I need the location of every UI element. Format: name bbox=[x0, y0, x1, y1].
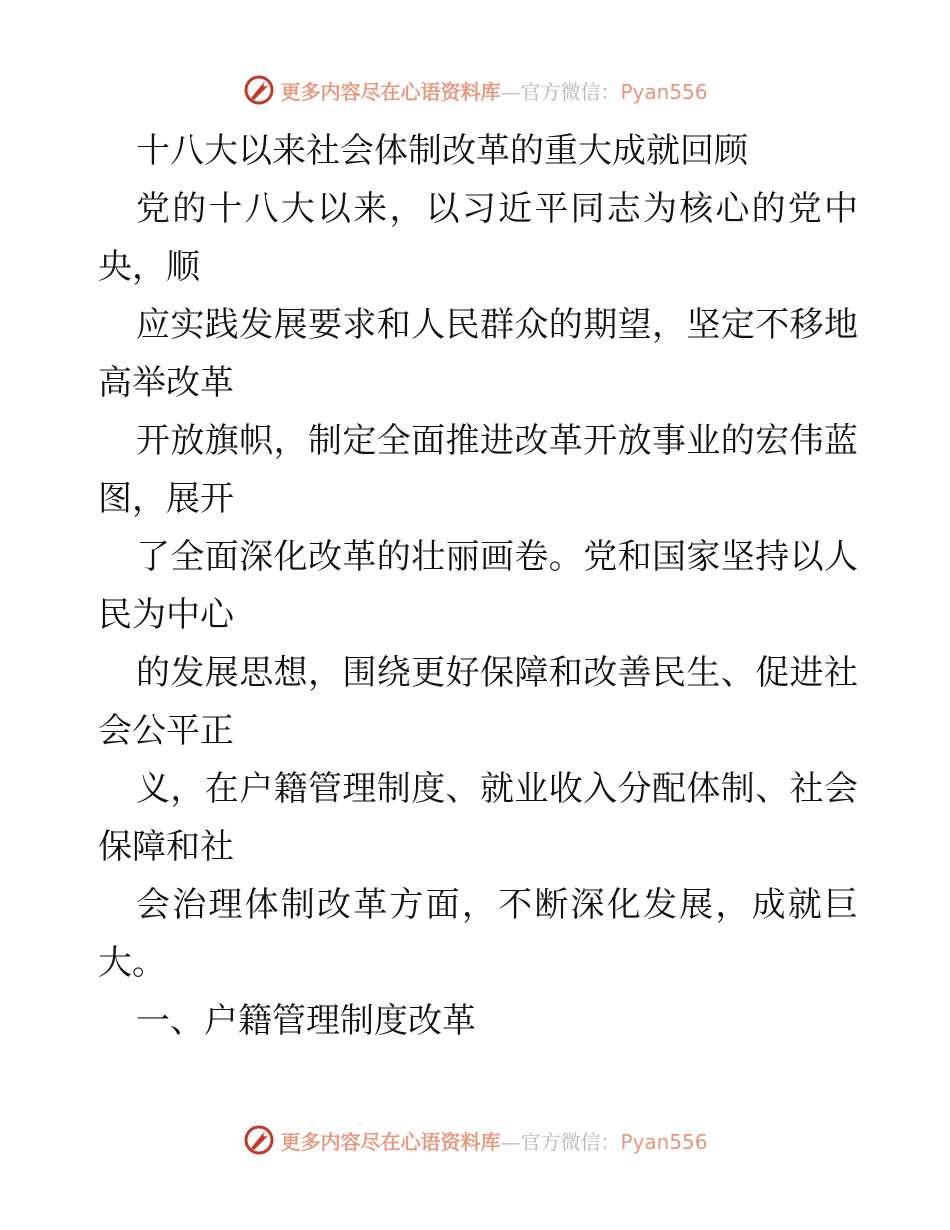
paragraph-line: 应实践发展要求和人民群众的期望，坚定不移地 bbox=[136, 305, 858, 345]
paragraph-line: 会治理体制改革方面，不断深化发展，成就巨 bbox=[136, 885, 858, 925]
paragraph-line: 开放旗帜，制定全面推进改革开放事业的宏伟蓝 bbox=[136, 421, 858, 461]
pen-nib-circle-icon bbox=[242, 1123, 276, 1157]
document-body bbox=[98, 122, 858, 1050]
paragraph-line: 了全面深化改革的壮丽画卷。党和国家坚持以人 bbox=[136, 537, 858, 577]
watermark-text: 更多内容尽在心语资料库—官方微信：Pyan556 bbox=[280, 79, 708, 104]
paragraph-line: 党的十八大以来，以习近平同志为核心的党中 bbox=[136, 189, 858, 229]
paragraph-line: 保障和社 bbox=[98, 827, 234, 867]
paragraph-line: 图，展开 bbox=[98, 479, 234, 519]
section-heading: 一、户籍管理制度改革 bbox=[136, 1001, 476, 1041]
paragraph-line: 大。 bbox=[98, 943, 166, 983]
watermark-banner-bottom bbox=[0, 1120, 950, 1160]
watermark-text: 更多内容尽在心语资料库—官方微信：Pyan556 bbox=[280, 1129, 708, 1154]
pen-nib-circle-icon bbox=[242, 73, 276, 107]
paragraph-line: 会公平正 bbox=[98, 711, 234, 751]
paragraph-line: 的发展思想，围绕更好保障和改善民生、促进社 bbox=[136, 653, 858, 693]
paragraph-line: 义，在户籍管理制度、就业收入分配体制、社会 bbox=[136, 769, 858, 809]
document-title: 十八大以来社会体制改革的重大成就回顾 bbox=[136, 131, 748, 171]
paragraph-line: 高举改革 bbox=[98, 363, 234, 403]
watermark-banner-top bbox=[0, 70, 950, 110]
paragraph-line: 民为中心 bbox=[98, 595, 234, 635]
paragraph-line: 央，顺 bbox=[98, 247, 200, 287]
